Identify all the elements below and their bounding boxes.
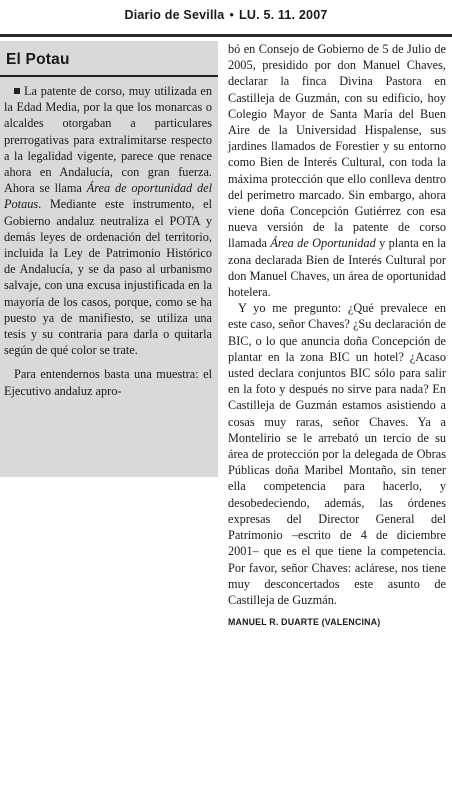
paragraph-3 [228,41,446,300]
newspaper-header [0,4,452,26]
paragraph-1-part-a: La patente de corso, muy utilizada en la Edad Media, por la que los monarcas o alcaldes otorgaban a particulares prerrogativas para extralimitarse respecto a la legalidad vigente, parece que renace ahora en Andalucía, con gran fuerza. Ahora se llama [4,84,212,196]
paragraph-1 [4,83,212,358]
paragraph-4: Y yo me pregunto: ¿Qué prevalece en este caso, señor Chaves? ¿Su declaración de BIC, o lo que anuncia doña Concepción de plantar en la zona BIC un hotel? ¿Acaso usted declara conjuntos BIC sólo para salir en la foto y después no sirve para nada? En Castilleja de Guzmán estamos asistiendo a cosas muy raras, señor Chaves. Ya a Montelirio se le arrebató un tercio de su área de protección por la delegada de Obras Públicas doña Maribel Montaño, sin tener ella competencia para hacerlo, y desobedeciendo, además, las órdenes expresas del Director General del Patrimonio –escrito de 4 de diciembre 2001– que es el que tiene la competencia. Por favor, señor Chaves: aclárese, nos tiene muy desconcertados este asunto de Castilleja de Guzmán. [228,301,446,607]
paragraph-3-part-b: y planta en la zona declarada Bien de Interés Cultural por don Manuel Chaves, un área de oportunidad hotelera. [228,236,446,300]
right-column [228,41,446,791]
header-rule [0,34,452,37]
title-bar [0,41,218,77]
left-column-text [0,83,218,399]
issue-date: LU. 5. 11. 2007 [239,8,328,22]
right-column-text [228,41,446,630]
paragraph-2: Para entendernos basta una muestra: el Ejecutivo andaluz apro- [4,367,212,398]
author-signature: MANUEL R. DUARTE (VALENCINA) [228,617,381,628]
bullet-icon [14,88,20,94]
left-column [0,41,218,477]
paragraph-3-emphasis: Área de Oportunidad [270,236,376,251]
paragraph-3-part-a: bó en Consejo de Gobierno de 5 de Julio de 2005, presidido por don Manuel Chaves, declarar la finca Divina Pastora en Castilleja de Guzmán, con su edificio, hoy Colegio Mayor de Santa María del Buen Aire de la Universidad Hispalense, sus jardines llamados de Forestier y su entorno como Bien de Interés Cultural, con toda la máxima protección que ello conlleva dentro del perímetro marcado. Sin embargo, ahora viene doña Concepción Gutiérrez con esa nueva versión de la patente de corso llamada [228,42,446,251]
paragraph-1-part-b: . Mediante este instrumento, el Gobierno andaluz neutraliza el POTA y demás leyes de ordenación del territorio, incluida la Ley de Patrimonio Histórico de Andalucía, y se da paso al urbanismo salvaje, con una excusa injustificada en la mayoría de los casos, porque, como se ha puesto ya de manifiesto, se utiliza una tesis y su contraria para darla o quitarla según de qué color se trate. [4,197,212,358]
newspaper-name: Diario de Sevilla [124,8,225,22]
paragraph-1-emphasis: Área de oportunidad del Potaus [4,181,212,212]
header-separator: • [229,8,235,22]
article-title: El Potau [6,51,70,68]
